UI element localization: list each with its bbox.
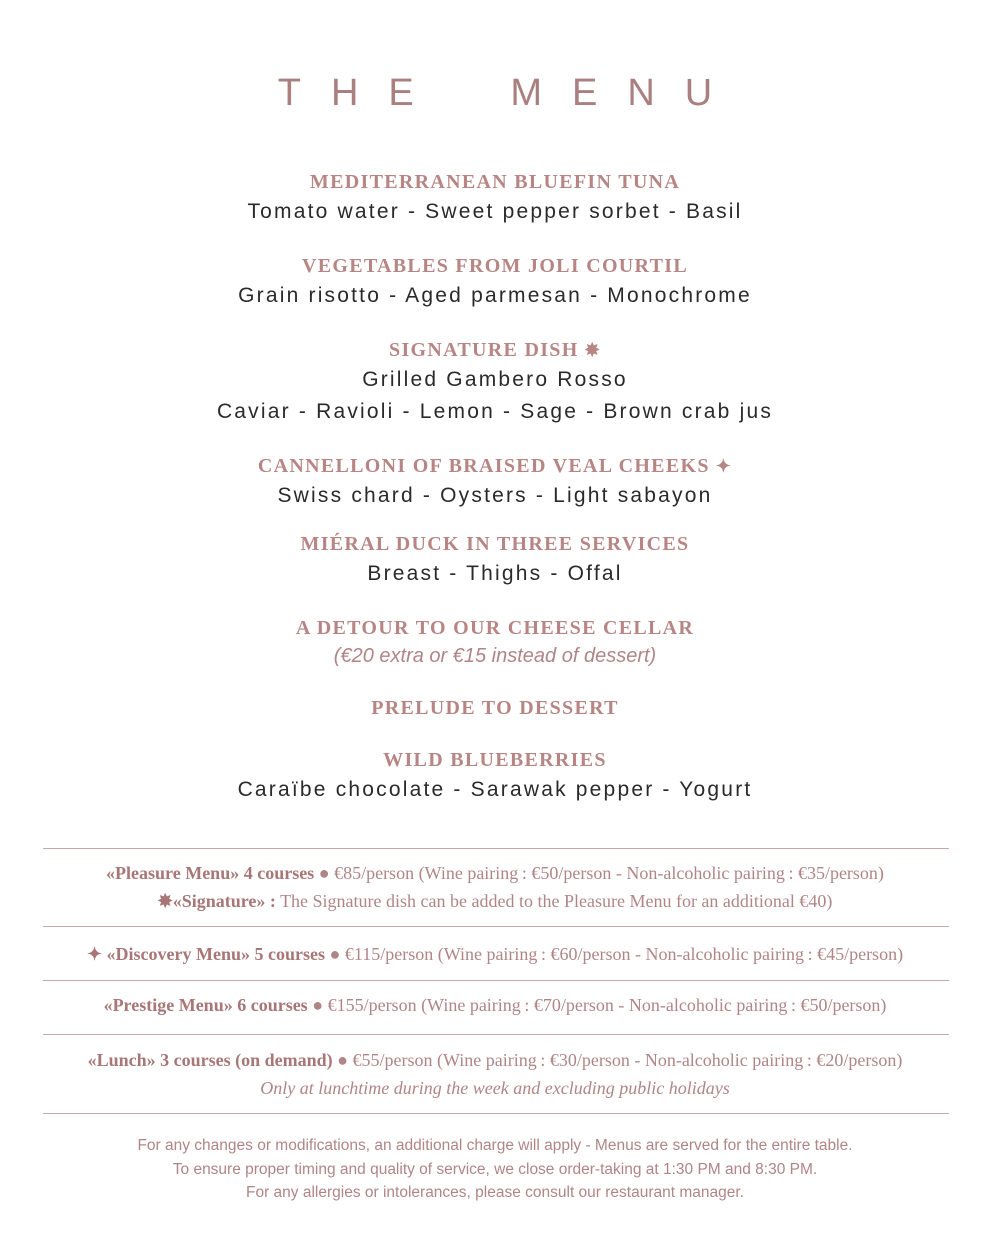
dish-name: MIÉRAL DUCK IN THREE SERVICES [300,533,690,555]
offer-detail: ● €115/person (Wine pairing : €60/person - Non-alcoholic pairing : €45/person) [329,944,904,964]
course-prelude [0,694,990,722]
course-blueberries [0,746,990,806]
offer-name: «Pleasure Menu» 4 courses [106,863,315,883]
offer-pleasure [0,859,990,887]
offer-note: Only at lunchtime during the week and excluding public holidays [260,1078,730,1098]
footer-line: For any allergies or intolerances, please consult our restaurant manager. [246,1184,744,1201]
discovery-sparkle-icon: ✦ [86,944,103,964]
dish-name: CANNELLONI OF BRAISED VEAL CHEEKS [257,455,710,477]
dish-name: VEGETABLES FROM JOLI COURTIL [302,255,688,277]
offer-signature-addon [0,887,990,915]
dish-name-row [0,452,990,480]
course-vegetables [0,252,990,312]
dish-name-row [0,336,990,364]
dish-description: Caraïbe chocolate - Sarawak pepper - Yogurt [237,778,753,801]
offer-detail: ● €155/person (Wine pairing : €70/person - Non-alcoholic pairing : €50/person) [312,995,887,1015]
offer-lunch [0,1046,990,1074]
discovery-sparkle-icon: ✦ [715,456,733,476]
dish-description: Breast - Thighs - Offal [367,562,623,585]
offer-name: «Lunch» 3 courses (on demand) [87,1050,333,1070]
footer-notes [0,1134,990,1205]
offer-discovery [0,940,990,968]
divider [43,1113,949,1114]
footer-line: To ensure proper timing and quality of service, we close order-taking at 1:30 PM and 8:30 PM. [172,1160,818,1178]
footer-line: For any changes or modifications, an additional charge will apply - Menus are served for the entire table. [137,1137,853,1154]
dish-name: A DETOUR TO OUR CHEESE CELLAR [295,617,695,639]
dish-name: WILD BLUEBERRIES [383,749,607,771]
dish-price-note: (€20 extra or €15 instead of dessert) [333,645,657,667]
offer-detail: ● €85/person (Wine pairing : €50/person - Non-alcoholic pairing : €35/person) [318,863,884,883]
divider [43,1034,949,1035]
course-signature [0,336,990,428]
page-title: THE MENU [277,72,743,114]
dish-name: SIGNATURE DISH [389,339,579,361]
divider [43,926,949,927]
offer-name: «Signature» : [172,891,276,911]
dish-name: MEDITERRANEAN BLUEFIN TUNA [309,171,681,193]
dish-description: Grilled Gambero Rosso [362,368,628,391]
offer-lunch-note [0,1074,990,1102]
course-cheese [0,614,990,670]
divider [43,848,949,849]
dish-description: Swiss chard - Oysters - Light sabayon [277,484,713,507]
offer-name: «Prestige Menu» 6 courses [103,995,308,1015]
divider [43,980,949,981]
dish-name: PRELUDE TO DESSERT [371,697,619,719]
signature-star-icon: ✸ [584,340,601,360]
offer-detail: ● €55/person (Wine pairing : €30/person - Non-alcoholic pairing : €20/person) [337,1050,903,1070]
course-tuna [0,168,990,228]
dish-description-secondary: Caviar - Ravioli - Lemon - Sage - Brown crab jus [216,400,774,423]
dish-description: Tomato water - Sweet pepper sorbet - Basil [247,200,743,223]
dish-description: Grain risotto - Aged parmesan - Monochrome [238,284,752,307]
course-duck [0,530,990,590]
offer-detail: The Signature dish can be added to the Pleasure Menu for an additional €40) [280,891,833,911]
signature-star-icon: ✸ [157,891,173,911]
course-cannelloni [0,452,990,512]
offer-prestige [0,991,990,1019]
offer-name: «Discovery Menu» 5 courses [106,944,325,964]
